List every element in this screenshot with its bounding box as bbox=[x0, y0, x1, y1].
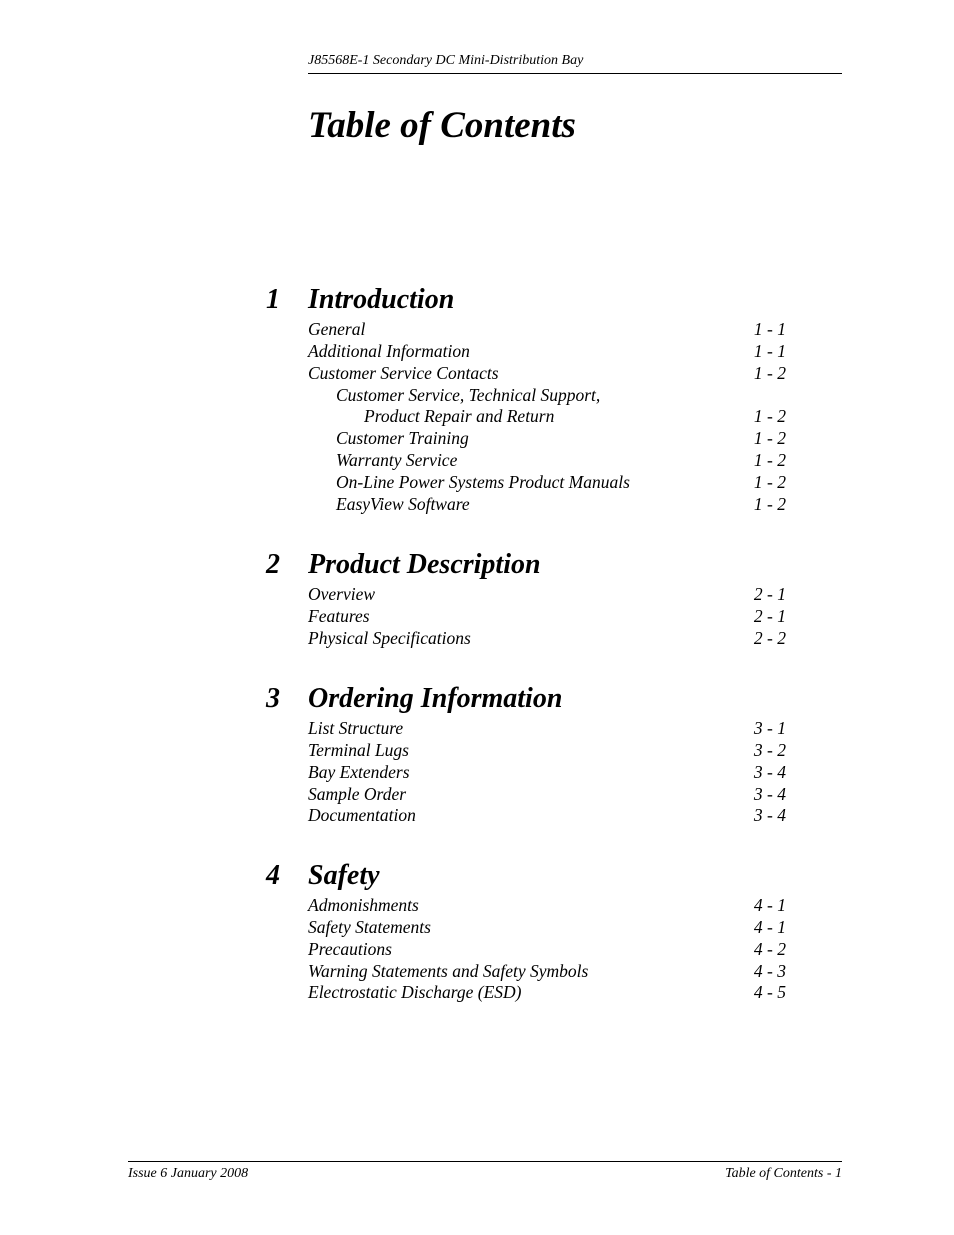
toc-entry-page: 3 - 1 bbox=[753, 718, 786, 738]
toc-entry-label: Warranty Service bbox=[336, 450, 458, 471]
toc-entry-page: 4 - 5 bbox=[753, 982, 786, 1003]
section-entries bbox=[266, 718, 786, 827]
section-number: 1 bbox=[266, 284, 280, 315]
running-header bbox=[308, 52, 842, 74]
toc-entry-label: Precautions bbox=[308, 938, 392, 959]
toc-entry-page: 2 - 1 bbox=[753, 605, 786, 626]
section-heading bbox=[266, 856, 786, 892]
toc-entry-label: Customer Training bbox=[336, 428, 469, 449]
toc-entry-page: 2 - 1 bbox=[753, 584, 786, 604]
toc-entry-label: Warning Statements and Safety Symbols bbox=[308, 960, 589, 981]
toc-entry[interactable] bbox=[266, 784, 786, 806]
toc-entry[interactable] bbox=[266, 385, 786, 407]
toc-entry-label: Safety Statements bbox=[308, 916, 431, 937]
toc-entry[interactable] bbox=[266, 895, 786, 917]
toc-entry-page: 1 - 2 bbox=[753, 406, 786, 427]
toc-entry-page: 1 - 1 bbox=[753, 340, 786, 361]
section-number: 3 bbox=[266, 683, 280, 714]
toc-entry-label: Documentation bbox=[308, 805, 416, 826]
section-heading bbox=[266, 545, 786, 581]
toc-entry[interactable] bbox=[266, 805, 786, 827]
toc-entry-label: Overview bbox=[308, 584, 376, 604]
section-title: Safety bbox=[308, 860, 380, 891]
section-number: 4 bbox=[266, 860, 280, 891]
toc-entry[interactable] bbox=[266, 917, 786, 939]
toc-entry[interactable] bbox=[266, 494, 786, 516]
toc-entry-page: 1 - 2 bbox=[753, 493, 786, 514]
section-title: Introduction bbox=[308, 284, 455, 315]
toc-entry[interactable] bbox=[266, 341, 786, 363]
toc-entry-label: Product Repair and Return bbox=[364, 406, 555, 427]
toc-entry-page: 4 - 1 bbox=[753, 916, 786, 937]
toc-entry[interactable] bbox=[266, 961, 786, 983]
toc-entry-label: Physical Specifications bbox=[308, 627, 471, 648]
toc-entry[interactable] bbox=[266, 406, 786, 428]
toc-entry-label: Sample Order bbox=[308, 783, 407, 804]
toc-section-safety bbox=[266, 856, 786, 1004]
toc-entry[interactable] bbox=[266, 450, 786, 472]
toc-entry-page: 1 - 1 bbox=[753, 319, 786, 339]
toc-entry[interactable] bbox=[266, 584, 786, 606]
toc-entry-page: 1 - 2 bbox=[753, 428, 786, 449]
toc-entry-label: General bbox=[308, 319, 366, 339]
toc-entry-page: 1 - 2 bbox=[753, 362, 786, 383]
toc-entry[interactable] bbox=[266, 628, 786, 650]
toc-entry-label: Customer Service Contacts bbox=[308, 362, 499, 383]
toc-entry[interactable] bbox=[266, 982, 786, 1004]
section-title: Ordering Information bbox=[308, 683, 563, 714]
section-title: Product Description bbox=[308, 549, 541, 580]
toc-entry-label: Additional Information bbox=[308, 340, 470, 361]
toc-entry[interactable] bbox=[266, 319, 786, 341]
toc-entry-label: Electrostatic Discharge (ESD) bbox=[308, 982, 522, 1003]
toc-entry[interactable] bbox=[266, 718, 786, 740]
toc-entry-page: 1 - 2 bbox=[753, 471, 786, 492]
toc-entry-label: EasyView Software bbox=[336, 493, 470, 514]
section-entries bbox=[266, 584, 786, 650]
toc-entry-page: 3 - 2 bbox=[753, 739, 786, 760]
toc-entry-page: 1 - 2 bbox=[753, 450, 786, 471]
toc-entry-page: 3 - 4 bbox=[753, 761, 786, 782]
toc-entry[interactable] bbox=[266, 606, 786, 628]
toc-entry-label: Terminal Lugs bbox=[308, 739, 409, 760]
page-title: Table of Contents bbox=[308, 105, 576, 146]
toc-entry-label: List Structure bbox=[308, 718, 404, 738]
header-title: J85568E-1 Secondary DC Mini-Distribution Bay bbox=[308, 53, 584, 68]
section-number: 2 bbox=[266, 549, 280, 580]
footer-page-label: Table of Contents - 1 bbox=[725, 1166, 842, 1181]
section-heading bbox=[266, 280, 786, 316]
toc-section-product-description bbox=[266, 545, 786, 650]
toc-entry-label: Customer Service, Technical Support, bbox=[336, 384, 601, 405]
toc-entry[interactable] bbox=[266, 363, 786, 385]
toc-section-introduction bbox=[266, 280, 786, 516]
toc-entry[interactable] bbox=[266, 762, 786, 784]
toc-entry-label: Bay Extenders bbox=[308, 761, 410, 782]
toc-entry-label: Features bbox=[308, 605, 370, 626]
running-footer bbox=[128, 1161, 842, 1183]
toc-entry-page: 4 - 1 bbox=[753, 895, 786, 915]
section-entries bbox=[266, 319, 786, 516]
section-heading bbox=[266, 679, 786, 715]
footer-issue: Issue 6 January 2008 bbox=[128, 1166, 249, 1181]
toc-entry-label: Admonishments bbox=[308, 895, 419, 915]
toc-entry[interactable] bbox=[266, 740, 786, 762]
toc-entry-page: 4 - 3 bbox=[753, 960, 786, 981]
toc-entry[interactable] bbox=[266, 472, 786, 494]
toc-entry-page: 4 - 2 bbox=[753, 938, 786, 959]
toc-entry-page: 2 - 2 bbox=[753, 627, 786, 648]
toc-entry[interactable] bbox=[266, 428, 786, 450]
toc-entry-page: 3 - 4 bbox=[753, 783, 786, 804]
toc-entry-page: 3 - 4 bbox=[753, 805, 786, 826]
toc-entry[interactable] bbox=[266, 939, 786, 961]
toc-section-ordering-information bbox=[266, 679, 786, 827]
section-entries bbox=[266, 895, 786, 1004]
toc-entry-label: On-Line Power Systems Product Manuals bbox=[336, 471, 630, 492]
